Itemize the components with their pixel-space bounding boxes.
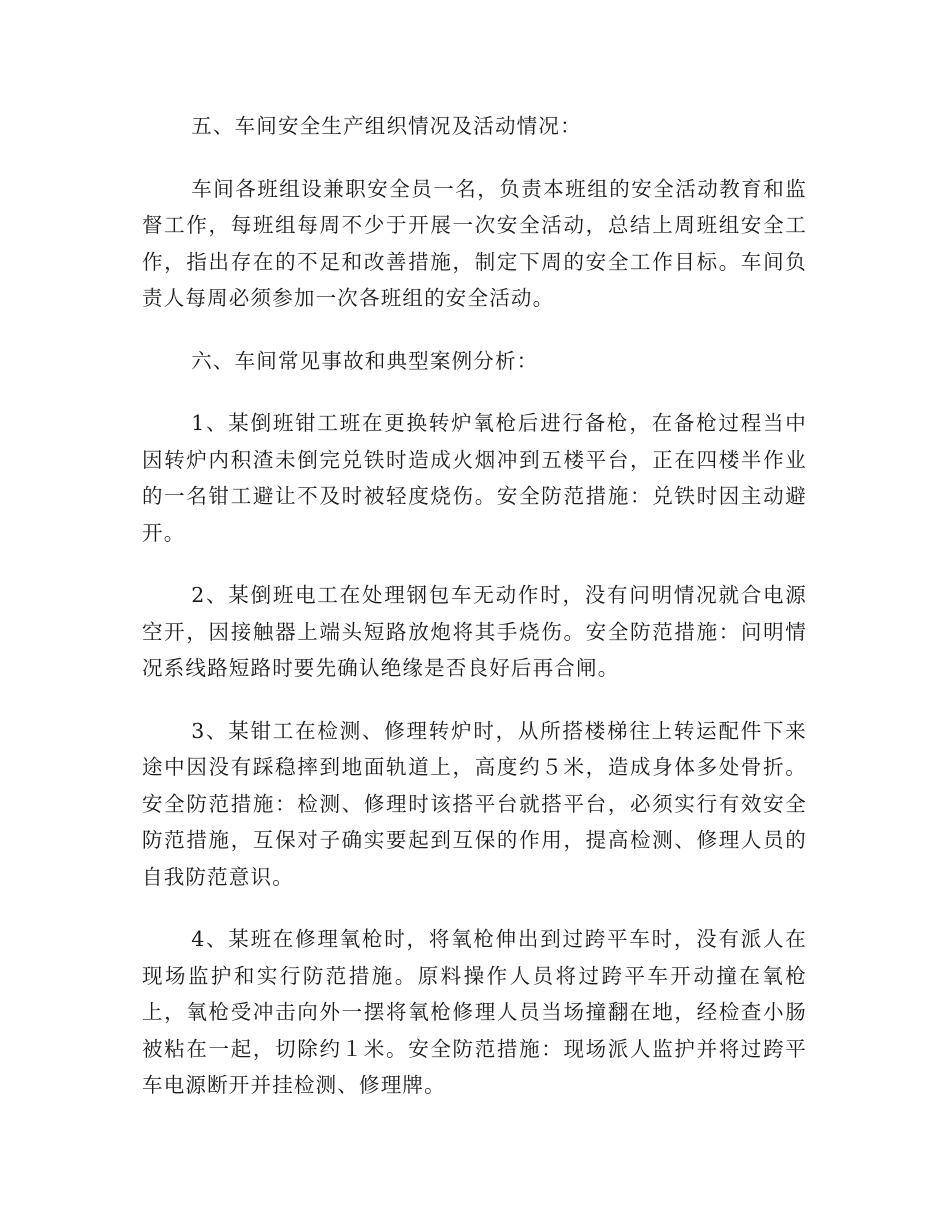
section-5-heading: 五、车间安全生产组织情况及活动情况： — [191, 114, 582, 138]
section-5-paragraph: 车间各班组设兼职安全员一名，负责本班组的安全活动教育和监督工作，每班组每周不少于开展一次安全活动，总结上周班组安全工作，指出存在的不足和改善措施，制定下周的安全工作目标。车间负责人每周必须参加一次各班组的安全活动。 — [142, 176, 807, 310]
case-paragraph-3: 3、某钳工在检测、修理转炉时，从所搭楼梯往上转运配件下来途中因没有踩稳摔到地面轨道上，高度约５米，造成身体多处骨折。安全防范措施：检测、修理时该搭平台就搭平台，必须实行有效安全防范措施，互保对子确实要起到互保的作用，提高检测、修理人员的自我防范意识。 — [142, 718, 807, 889]
case-paragraph-2: 2、某倒班电工在处理钢包车无动作时，没有问明情况就合电源空开，因接触器上端头短路放炮将其手烧伤。安全防范措施：问明情况系线路短路时要先确认绝缘是否良好后再合闸。 — [142, 583, 807, 680]
case-paragraph-1: 1、某倒班钳工班在更换转炉氧枪后进行备枪，在备枪过程当中因转炉内积渣未倒完兑铁时造成火烟冲到五楼平台，正在四楼半作业的一名钳工避让不及时被轻度烧伤。安全防范措施：兑铁时因主动避开。 — [142, 411, 807, 545]
document-body — [142, 108, 807, 1130]
section-6-heading: 六、车间常见事故和典型案例分析： — [191, 348, 539, 373]
case-paragraph-4: 4、某班在修理氧枪时，将氧枪伸出到过跨平车时，没有派人在现场监护和实行防范措施。原料操作人员将过跨平车开动撞在氧枪上，氧枪受冲击向外一摆将氧枪修理人员当场撞翻在地，经检查小肠被粘在一起，切除约１米。安全防范措施：现场派人监护并将过跨平车电源断开并挂检测、修理牌。 — [142, 927, 807, 1097]
